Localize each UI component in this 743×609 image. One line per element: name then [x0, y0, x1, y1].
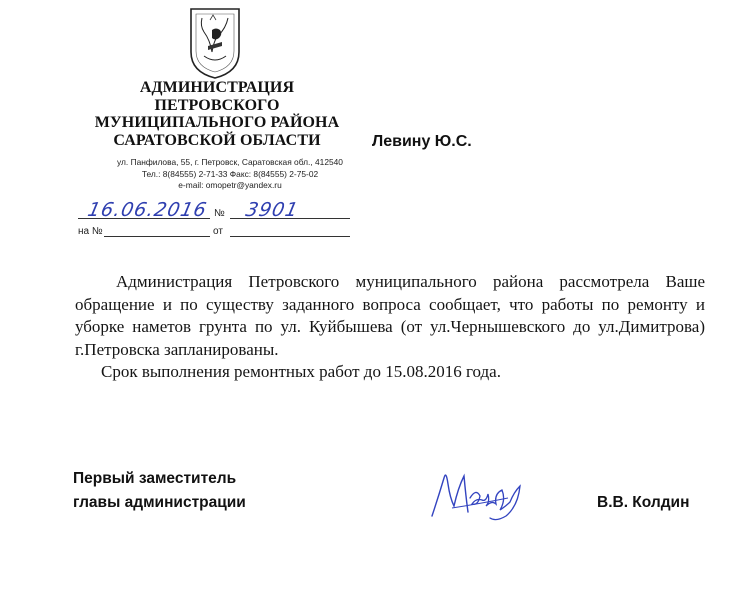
org-line: ПЕТРОВСКОГО: [154, 96, 280, 114]
addressee: Левину Ю.С.: [372, 133, 472, 150]
signer-title-line: главы администрации: [73, 494, 246, 511]
organization-name: [72, 79, 362, 149]
contacts-block: [80, 157, 380, 192]
handwritten-signature-icon: [428, 458, 540, 530]
ref-from-label: от: [213, 226, 223, 237]
body-paragraph: Администрация Петровского муниципального района рассмотрела Ваше обращение и по существу заданного вопроса сообщает, что работы по ремонту и уборке наметов грунта по ул. Куйбышева (от ул.Чернышевского до ул.Димитрова) г.Петровска запланированы.: [75, 272, 705, 359]
org-line: МУНИЦИПАЛЬНОГО РАЙОНА: [94, 114, 340, 131]
ref-number-line: [104, 236, 210, 237]
org-line: САРАТОВСКОЙ ОБЛАСТИ: [113, 131, 321, 149]
email: e-mail: omopetr@yandex.ru: [178, 180, 282, 190]
signer-title-line: Первый заместитель: [73, 470, 237, 487]
address: ул. Панфилова, 55, г. Петровск, Саратовская обл., 412540: [117, 157, 343, 167]
phones: Тел.: 8(84555) 2-71-33 Факс: 8(84555) 2-75-02: [141, 168, 319, 179]
org-line: АДМИНИСТРАЦИЯ: [139, 79, 295, 96]
registration-date: 16.06.2016: [85, 199, 210, 221]
letter-body: [75, 271, 705, 384]
ref-date-line: [230, 236, 350, 237]
signer-title: [73, 467, 246, 515]
ref-label: на №: [78, 226, 103, 237]
registration-number: 3901: [243, 199, 301, 221]
number-sign: №: [214, 208, 225, 219]
signer-name: В.В. Колдин: [597, 494, 690, 511]
body-paragraph: Срок выполнения ремонтных работ до 15.08.2016 года.: [101, 362, 501, 381]
coat-of-arms-saratov-icon: [188, 6, 242, 80]
